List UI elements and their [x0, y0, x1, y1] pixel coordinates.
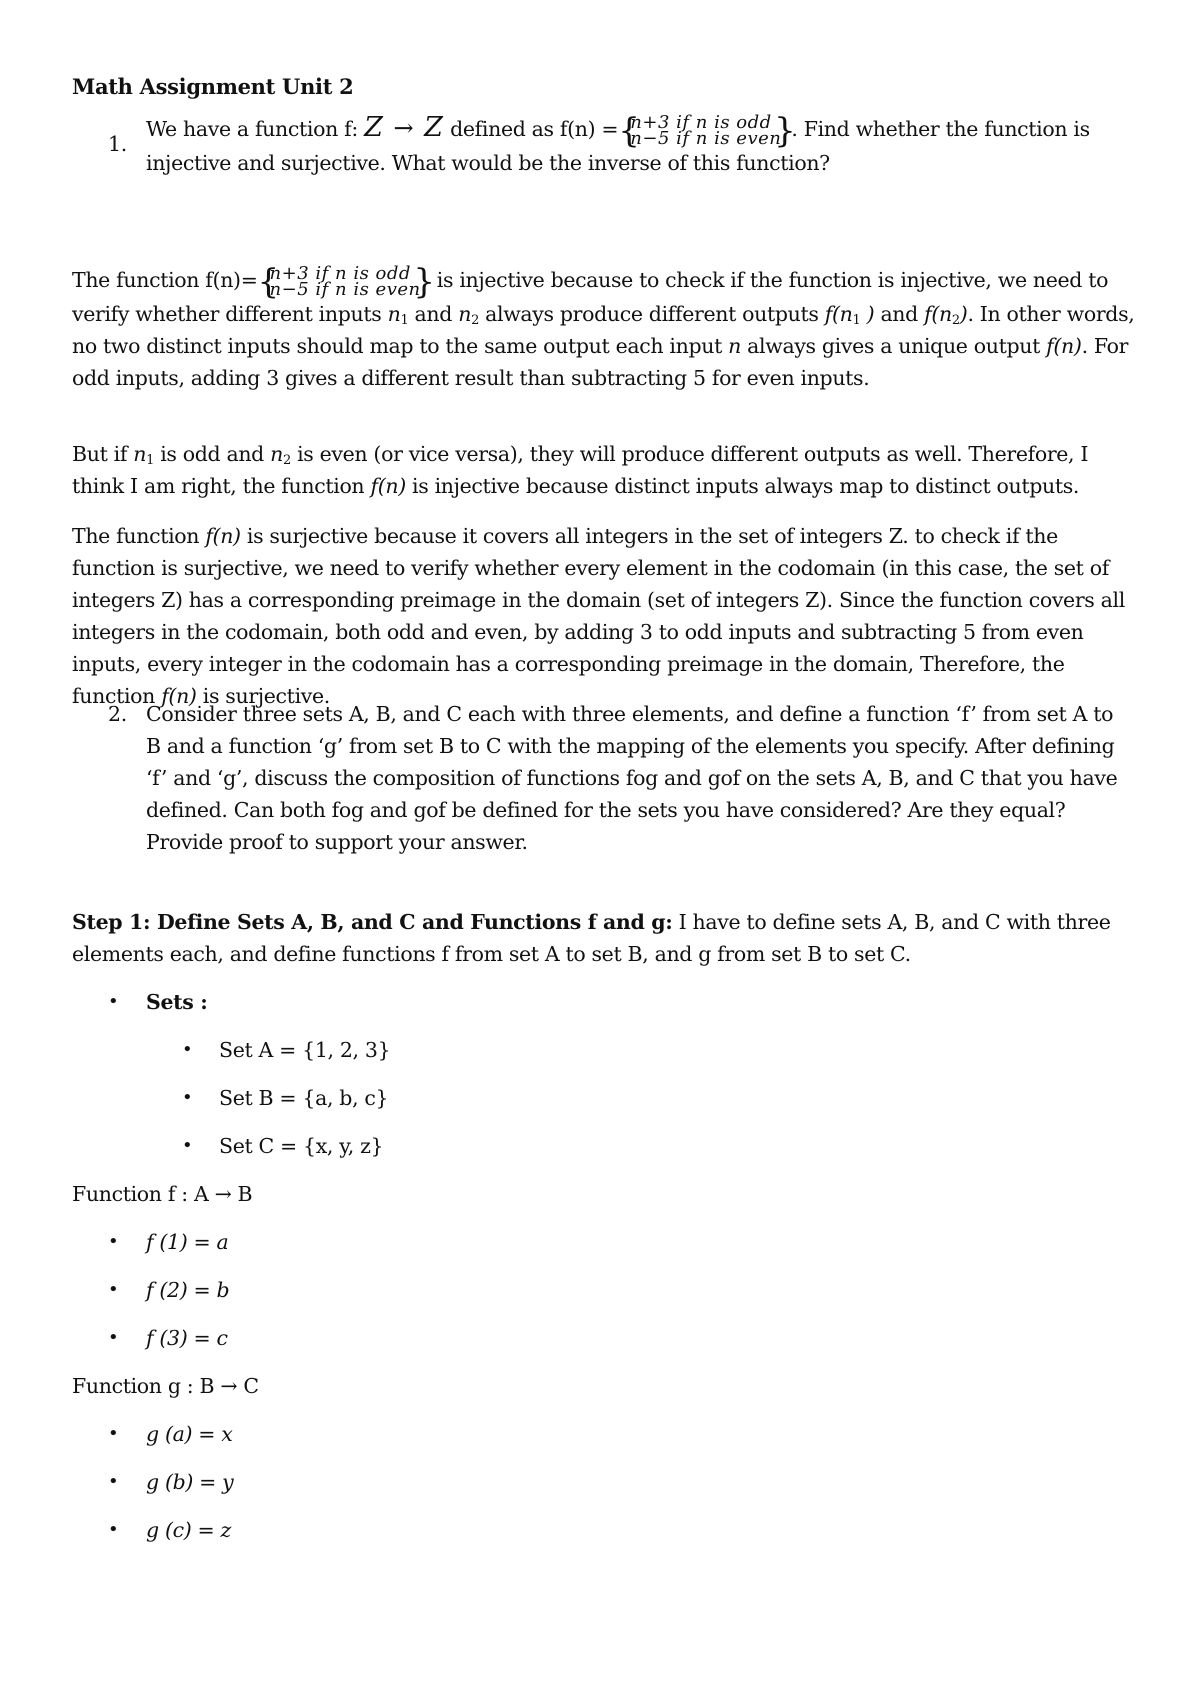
bullet: • — [108, 1471, 119, 1492]
ans1-p1a: is injective because to check if the function is injective, we need to verify whether different inputs — [72, 268, 1109, 326]
ans1-p1b: always produce different outputs — [485, 301, 819, 326]
ans1-p1e: . For odd inputs, adding 3 gives a different result than subtracting 5 for even inputs. — [72, 333, 1129, 390]
q1-part2: defined as f(n) = — [450, 117, 619, 141]
output-fn1: f(n — [824, 301, 853, 326]
set-b: Set B = {a, b, c} — [219, 1086, 389, 1110]
bullet: • — [108, 1279, 119, 1300]
var-n: n — [728, 333, 741, 358]
f-mapping-1: f (1) = a — [146, 1230, 229, 1254]
ans1-p1d: always gives a unique output — [747, 333, 1040, 358]
bullet: • — [182, 1039, 193, 1060]
case-odd: n+3 if n is odd — [630, 111, 772, 133]
bullet: • — [182, 1135, 193, 1156]
bullet: • — [108, 1519, 119, 1540]
subscript: 2 — [471, 312, 479, 328]
subscript: 2 — [951, 312, 960, 328]
q2-text: Consider three sets A, B, and C each with three elements, and define a function ‘f’ from set A to B and a function ‘g’ from set B to C with the mapping of the elements you specify. After defining ‘f’ and ‘g’, discuss the composition of functions fog and gof on the sets A, B, and C that you have defined. Can both fog and gof be defined for the sets you have considered? Are they equal? Provide proof to support your answer. — [146, 702, 1118, 854]
fn-expression: f(n) — [161, 684, 197, 708]
step1-text: I have to define sets A, B, and C with three elements each, and define functions f from set A to set B, and g from set B to set C. — [72, 910, 1111, 966]
ans1-p2c: is even (or vice versa), they will produce different outputs as well. Therefore, I think I am right, the function — [72, 442, 1089, 498]
step1-heading: Step 1: Define Sets A, B, and C and Functions f and g: — [72, 910, 673, 934]
f-mapping-2: f (2) = b — [146, 1278, 230, 1302]
and-word: and — [414, 301, 453, 326]
function-f-label: Function f : A → B — [72, 1182, 253, 1206]
paren-close: ) — [959, 301, 968, 326]
var-n: n — [458, 301, 472, 326]
g-mapping-3: g (c) = z — [146, 1518, 231, 1542]
q1-part1: We have a function f: — [146, 117, 358, 141]
bullet: • — [108, 1423, 119, 1444]
ans1-p3c: is surjective. — [202, 684, 330, 708]
page-title: Math Assignment Unit 2 — [72, 74, 354, 99]
surjective-paragraph — [72, 520, 1142, 712]
case-even-2: n−5 if n is even — [269, 278, 421, 300]
subscript: 1 — [146, 453, 155, 468]
fn-expression: f(n) — [370, 474, 406, 498]
subscript: 1 — [400, 312, 409, 328]
ans1-p3a: The function — [72, 524, 200, 548]
parity-paragraph — [72, 438, 1142, 502]
codomain-set: Z — [424, 112, 444, 143]
var-n: n — [133, 442, 147, 466]
g-mapping-2: g (b) = y — [146, 1470, 234, 1494]
ans1-p1c: . In other words, no two distinct inputs should map to the same output each input — [72, 301, 1135, 358]
arrow-symbol: → — [393, 114, 415, 142]
and-word: and — [880, 301, 918, 326]
domain-set: Z — [364, 112, 384, 143]
step1-paragraph — [72, 906, 1142, 970]
bullet: • — [108, 1327, 119, 1348]
output-fn2: f(n — [924, 301, 952, 326]
z-to-z-mapping — [364, 112, 444, 143]
injective-paragraph — [72, 261, 1142, 394]
subscript: 2 — [282, 453, 291, 468]
set-c: Set C = {x, y, z} — [219, 1134, 384, 1158]
ans1-p2a: But if — [72, 442, 128, 466]
q1-part3: . Find whether the function is injective and surjective. What would be the inverse of this function? — [146, 117, 1090, 175]
case-odd-2: n+3 if n is odd — [269, 262, 411, 284]
var-n: n — [387, 301, 401, 326]
bullet: • — [182, 1087, 193, 1108]
q1-text — [146, 112, 1136, 179]
ans1-lead: The function f(n)= — [72, 268, 258, 292]
function-g-label: Function g : B → C — [72, 1374, 259, 1398]
set-a: Set A = {1, 2, 3} — [219, 1038, 391, 1062]
paren-close: ) — [866, 301, 875, 326]
q2-number: 2. — [108, 702, 127, 726]
q1-number: 1. — [108, 132, 127, 156]
ans1-p2d: is injective because distinct inputs always map to distinct outputs. — [412, 474, 1080, 498]
bullet: • — [108, 991, 119, 1012]
var-n: n — [270, 442, 283, 466]
f-mapping-3: f (3) = c — [146, 1326, 228, 1350]
case-even: n−5 if n is even — [630, 127, 782, 149]
subscript: 1 — [852, 312, 861, 328]
fn-expression: f(n) — [205, 524, 241, 548]
sets-label: Sets : — [146, 990, 208, 1014]
piecewise-definition: { n+3 if n is odd n−5 if n is even } — [618, 110, 796, 151]
ans1-p3b: is surjective because it covers all integers in the set of integers Z. to check if the function is surjective, we need to verify whether every element in the codomain (in this case, the set of integers Z) has a corresponding preimage in the domain (set of integers Z). Since the function covers all integers in the codomain, both odd and even, by adding 3 to odd inputs and subtracting 5 from even inputs, every integer in the codomain has a corresponding preimage in the domain, Therefore, the function — [72, 524, 1125, 708]
piecewise-definition-2: { n+3 if n is odd n−5 if n is even } — [257, 261, 435, 302]
fn-expression: f(n) — [1046, 333, 1082, 358]
g-mapping-1: g (a) = x — [146, 1422, 233, 1446]
ans1-p2b: is odd and — [160, 442, 264, 466]
bullet: • — [108, 1231, 119, 1252]
